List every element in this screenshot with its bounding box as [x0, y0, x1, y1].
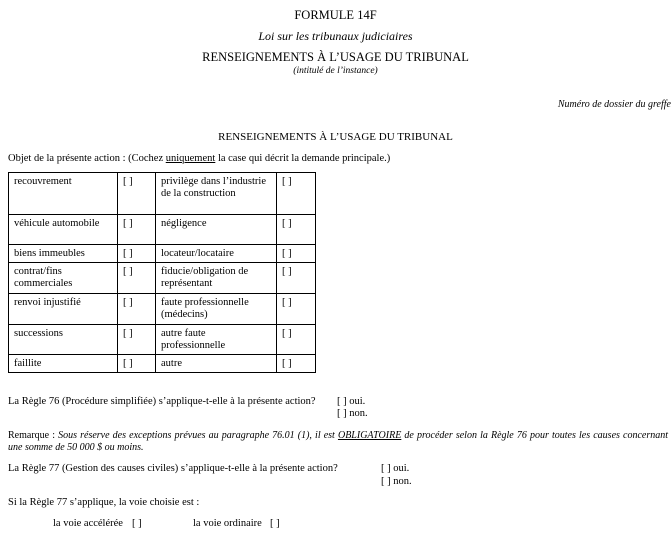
remark-note	[8, 430, 668, 454]
action-type-checkbox[interactable]: [ ]	[118, 263, 156, 294]
action-type-label: contrat/fins commerciales	[9, 263, 118, 294]
proceeding-title-label: (intitulé de l’instance)	[293, 66, 378, 76]
action-type-checkbox[interactable]: [ ]	[118, 245, 156, 263]
action-type-label: véhicule automobile	[9, 215, 118, 245]
rule77-no-checkbox[interactable]: [ ] non.	[381, 476, 412, 487]
rule77-question: La Règle 77 (Gestion des causes civiles) s’applique-t-elle à la présente action?	[8, 463, 338, 474]
action-type-label: successions	[9, 325, 118, 355]
action-type-label: faillite	[9, 355, 118, 373]
action-type-instruction	[8, 153, 390, 165]
table-row	[9, 355, 316, 373]
action-type-label: recouvrement	[9, 173, 118, 215]
action-type-label: autre	[156, 355, 277, 373]
action-type-label: fiducie/obligation de représentant	[156, 263, 277, 294]
remark-emphasis: OBLIGATOIRE	[337, 430, 402, 441]
action-type-checkbox[interactable]: [ ]	[118, 355, 156, 373]
action-type-checkbox[interactable]: [ ]	[118, 215, 156, 245]
action-type-table	[8, 172, 316, 373]
action-type-checkbox[interactable]: [ ]	[277, 294, 316, 325]
action-type-checkbox[interactable]: [ ]	[118, 294, 156, 325]
table-row	[9, 294, 316, 325]
action-type-checkbox[interactable]: [ ]	[277, 245, 316, 263]
form-title: FORMULE 14F	[294, 8, 377, 22]
instruction-text-after: la case qui décrit la demande principale.)	[215, 153, 391, 164]
rule76-question: La Règle 76 (Procédure simplifiée) s’applique-t-elle à la présente action?	[8, 396, 316, 407]
action-type-checkbox[interactable]: [ ]	[118, 325, 156, 355]
standard-track-checkbox[interactable]: [ ]	[270, 518, 280, 529]
instruction-emphasis: uniquement	[165, 153, 216, 164]
table-row	[9, 263, 316, 294]
remark-text-before: Sous réserve des exceptions prévues au paragraphe 76.01 (1), il est	[55, 430, 338, 441]
court-file-number-label: Numéro de dossier du greffe	[557, 99, 671, 110]
table-row	[9, 215, 316, 245]
action-type-label: privilège dans l’industrie de la construction	[156, 173, 277, 215]
section-heading: RENSEIGNEMENTS À L’USAGE DU TRIBUNAL	[218, 131, 453, 143]
action-type-checkbox[interactable]: [ ]	[118, 173, 156, 215]
action-type-checkbox[interactable]: [ ]	[277, 215, 316, 245]
action-type-label: négligence	[156, 215, 277, 245]
table-row	[9, 173, 316, 215]
action-type-label: renvoi injustifié	[9, 294, 118, 325]
action-type-checkbox[interactable]: [ ]	[277, 355, 316, 373]
rule76-no-checkbox[interactable]: [ ] non.	[337, 408, 368, 419]
action-type-checkbox[interactable]: [ ]	[277, 173, 316, 215]
standard-track-label: la voie ordinaire	[193, 518, 262, 529]
remark-text-after: de procéder selon la Règle 76 pour toutes les causes concernant une somme de 50 000 $ ou moins.	[8, 430, 669, 453]
form-heading: RENSEIGNEMENTS À L’USAGE DU TRIBUNAL	[202, 50, 469, 64]
table-row	[9, 245, 316, 263]
action-type-label: autre faute professionnelle	[156, 325, 277, 355]
instruction-text-before: Objet de la présente action : (Cochez	[8, 153, 166, 164]
action-type-checkbox[interactable]: [ ]	[277, 263, 316, 294]
fast-track-checkbox[interactable]: [ ]	[132, 518, 142, 529]
table-row	[9, 325, 316, 355]
action-type-label: biens immeubles	[9, 245, 118, 263]
action-type-label: faute professionnelle (médecins)	[156, 294, 277, 325]
rule77-yes-checkbox[interactable]: [ ] oui.	[381, 463, 410, 474]
law-name: Loi sur les tribunaux judiciaires	[258, 29, 413, 43]
track-question: Si la Règle 77 s’applique, la voie choisie est :	[8, 497, 200, 508]
fast-track-label: la voie accélérée	[53, 518, 123, 529]
rule76-yes-checkbox[interactable]: [ ] oui.	[337, 396, 366, 407]
remark-label: Remarque :	[8, 430, 55, 441]
action-type-label: locateur/locataire	[156, 245, 277, 263]
action-type-checkbox[interactable]: [ ]	[277, 325, 316, 355]
